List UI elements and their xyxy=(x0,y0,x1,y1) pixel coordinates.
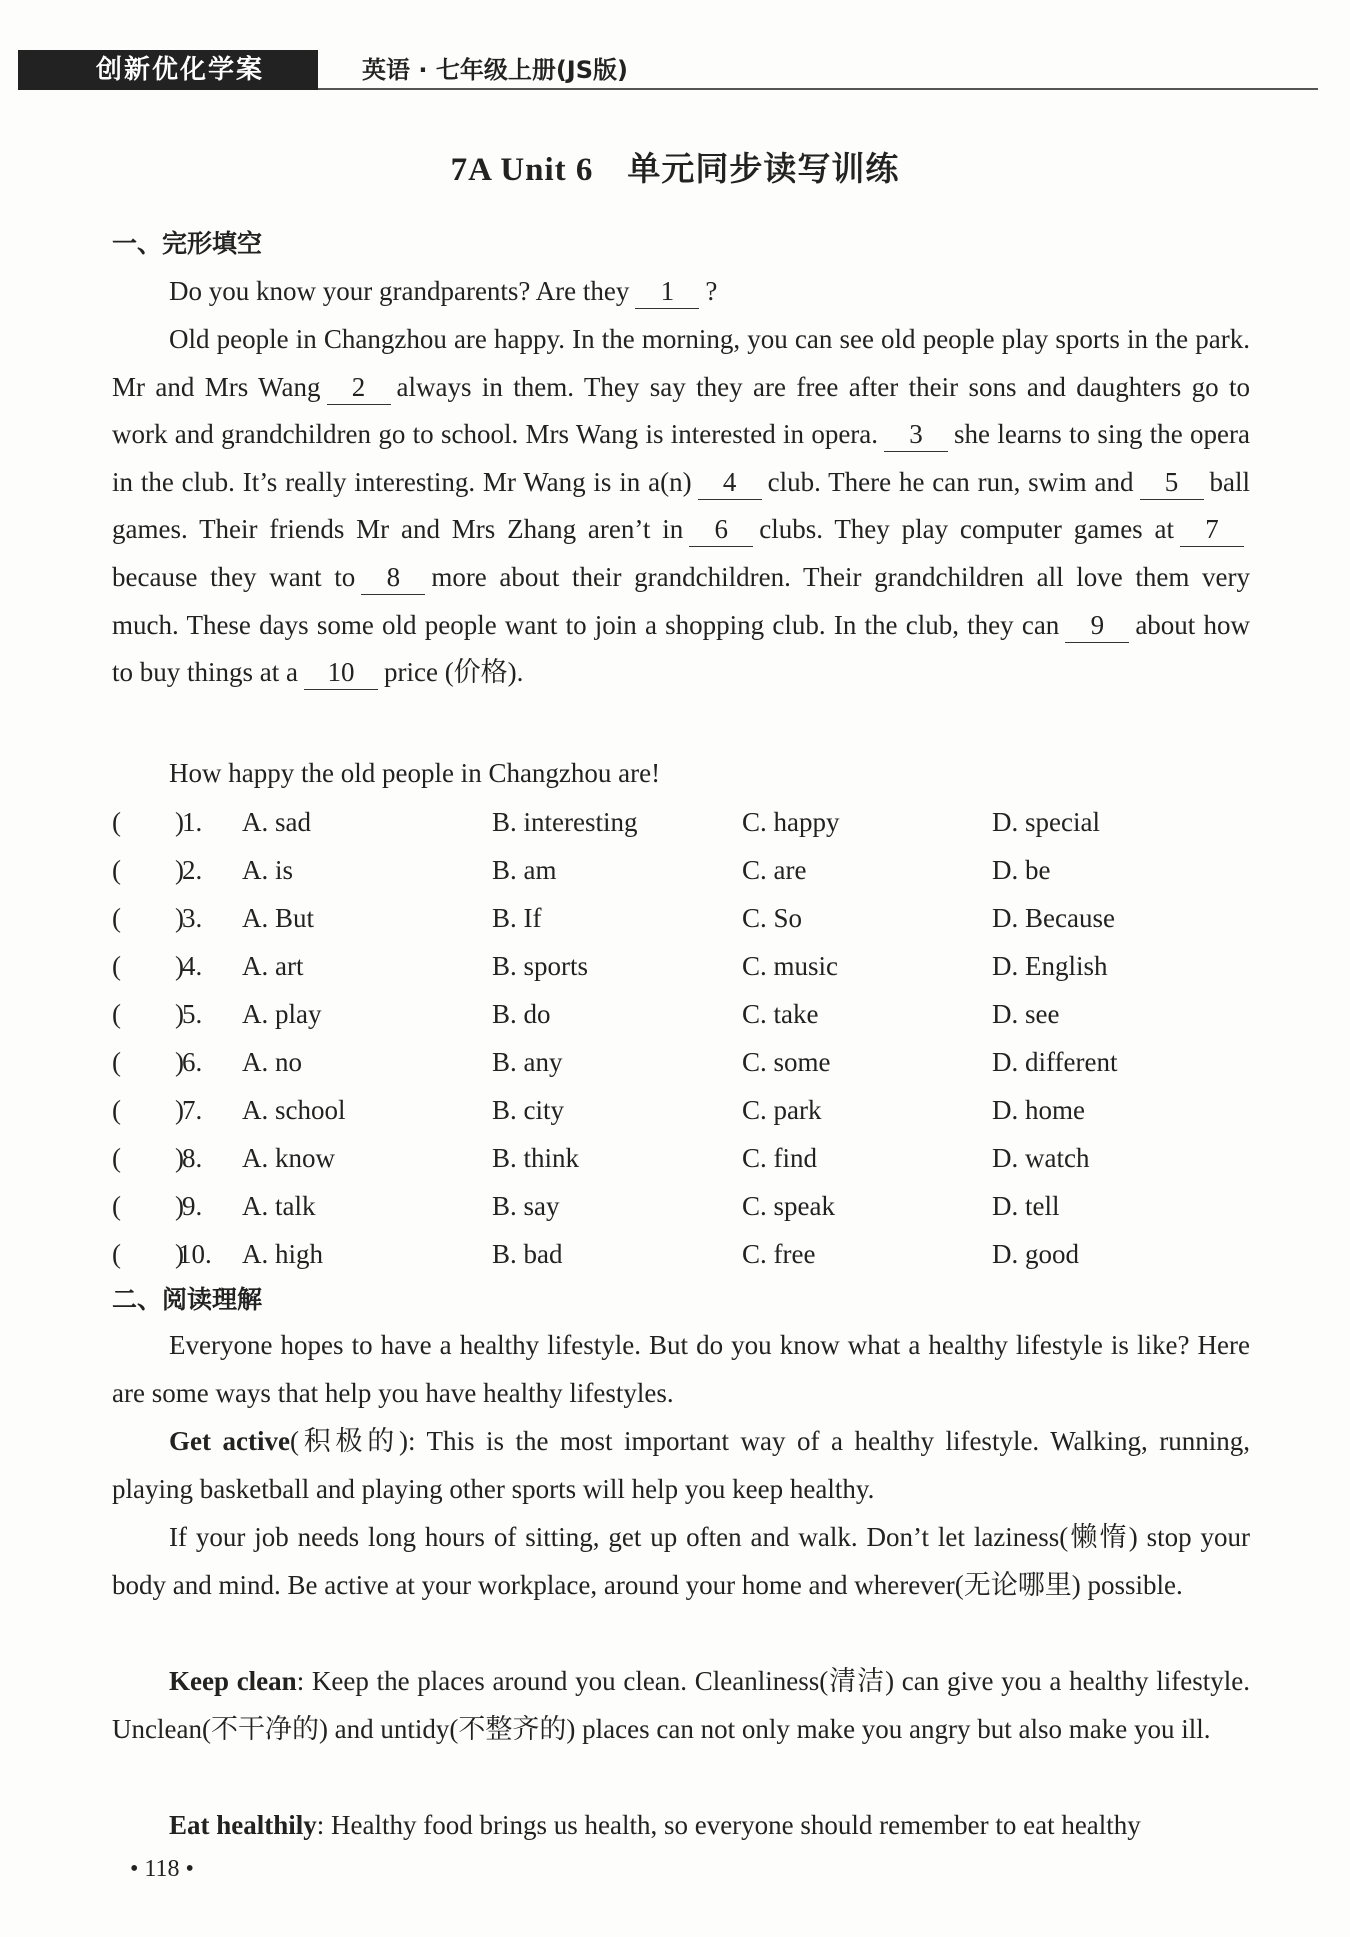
question-number: 6. xyxy=(182,1047,203,1077)
answer-bracket: ( ) xyxy=(112,951,184,981)
question-number: 7. xyxy=(182,1095,203,1125)
blank-8: 8 xyxy=(361,560,425,595)
question-number: 10. xyxy=(178,1239,212,1269)
option-a: A. art xyxy=(242,951,304,981)
question-row xyxy=(112,990,1250,1038)
question-number: 1. xyxy=(182,807,203,837)
answer-bracket: ( ) xyxy=(112,855,184,885)
page-number: • 118 • xyxy=(130,1856,194,1882)
answer-bracket: ( ) xyxy=(112,1239,184,1269)
blank-3: 3 xyxy=(884,417,948,452)
option-d: D. Because xyxy=(992,903,1115,933)
option-c: C. So xyxy=(742,903,803,933)
header-divider xyxy=(318,88,1318,90)
option-c: C. happy xyxy=(742,807,840,837)
blank-1: 1 xyxy=(635,274,699,309)
question-row xyxy=(112,1086,1250,1134)
blank-7: 7 xyxy=(1180,512,1244,547)
option-c: C. take xyxy=(742,999,819,1029)
book-subject: 英语 · 七年级上册(JS版) xyxy=(362,56,628,84)
option-b: B. city xyxy=(492,1095,564,1125)
option-b: B. say xyxy=(492,1191,560,1221)
answer-bracket: ( ) xyxy=(112,1095,184,1125)
option-c: C. speak xyxy=(742,1191,835,1221)
option-a: A. But xyxy=(242,903,315,933)
cloze-closing: How happy the old people in Changzhou are! xyxy=(169,758,661,788)
question-row xyxy=(112,1182,1250,1230)
answer-bracket: ( ) xyxy=(112,1191,184,1221)
reading-keep-clean: Keep clean: Keep the places around you clean. Cleanliness(清洁) can give you a healthy lifestyle. Unclean(不干净的) and untidy(不整齐的) places can not only make you angry but also make you ill. xyxy=(112,1666,1250,1744)
option-a: A. is xyxy=(242,855,294,885)
question-row xyxy=(112,894,1250,942)
option-b: B. think xyxy=(492,1143,580,1173)
option-d: D. tell xyxy=(992,1191,1060,1221)
option-d: D. home xyxy=(992,1095,1085,1125)
option-a: A. high xyxy=(242,1239,323,1269)
option-c: C. park xyxy=(742,1095,822,1125)
option-b: B. do xyxy=(492,999,551,1029)
section-heading-reading: 二、阅读理解 xyxy=(112,1285,263,1314)
question-number: 5. xyxy=(182,999,203,1029)
option-c: C. some xyxy=(742,1047,831,1077)
question-number: 3. xyxy=(182,903,203,933)
reading-get-active: Get active(积极的): This is the most important way of a healthy lifestyle. Walking, running, playing basketball and playing other sports will help you keep healthy. xyxy=(112,1426,1251,1504)
option-c: C. are xyxy=(742,855,807,885)
option-c: C. music xyxy=(742,951,839,981)
option-d: D. English xyxy=(992,951,1108,981)
cloze-intro: Do you know your grandparents? Are they 1 ? xyxy=(112,268,1250,316)
question-row xyxy=(112,798,1250,846)
section-heading-cloze: 一、完形填空 xyxy=(112,229,263,258)
question-row xyxy=(112,1038,1250,1086)
blank-6: 6 xyxy=(689,512,753,547)
option-b: B. am xyxy=(492,855,557,885)
option-a: A. no xyxy=(242,1047,302,1077)
option-a: A. talk xyxy=(242,1191,316,1221)
question-number: 8. xyxy=(182,1143,203,1173)
option-a: A. play xyxy=(242,999,322,1029)
option-b: B. If xyxy=(492,903,542,933)
blank-4: 4 xyxy=(698,465,762,500)
option-c: C. free xyxy=(742,1239,816,1269)
cloze-passage: Old people in Changzhou are happy. In the morning, you can see old people play sports in the park. Mr and Mrs Wang 2 always in them. They say they are free after their sons and daughters go to work and grandchildren go to school. Mrs Wang is interested in opera. 3 she learns to sing the opera in the club. It’s really interesting. Mr Wang is in a(n) 4 club. There he can run, swim and 5 ball games. Their friends Mr and Mrs Zhang aren’t in 6 clubs. They play computer games at 7because they want to 8 more about their grandchildren. Their grandchildren all love them very much. These days some old people want to join a shopping club. In the club, they can 9 about how to buy things at a 10 price (价格). xyxy=(112,316,1250,697)
brand-banner: 创新优化学案 xyxy=(18,50,318,90)
answer-bracket: ( ) xyxy=(112,1143,184,1173)
blank-5: 5 xyxy=(1140,465,1204,500)
option-d: D. watch xyxy=(992,1143,1090,1173)
option-b: B. interesting xyxy=(492,807,638,837)
reading-sitting-advice: If your job needs long hours of sitting, get up often and walk. Don’t let laziness(懒惰) stop your body and mind. Be active at your workplace, around your home and wherever(无论哪里) possible. xyxy=(112,1522,1250,1600)
question-row xyxy=(112,1134,1250,1182)
option-d: D. be xyxy=(992,855,1051,885)
reading-intro: Everyone hopes to have a healthy lifestyle. But do you know what a healthy lifestyle is like? Here are some ways that help you have healthy lifestyles. xyxy=(112,1330,1250,1408)
option-b: B. any xyxy=(492,1047,563,1077)
blank-10: 10 xyxy=(304,655,378,690)
answer-bracket: ( ) xyxy=(112,999,184,1029)
option-d: D. see xyxy=(992,999,1060,1029)
option-d: D. different xyxy=(992,1047,1118,1077)
question-number: 9. xyxy=(182,1191,203,1221)
option-b: B. bad xyxy=(492,1239,563,1269)
question-number: 2. xyxy=(182,855,203,885)
question-row xyxy=(112,846,1250,894)
option-a: A. know xyxy=(242,1143,335,1173)
answer-bracket: ( ) xyxy=(112,807,184,837)
question-row xyxy=(112,942,1250,990)
option-d: D. special xyxy=(992,807,1100,837)
answer-bracket: ( ) xyxy=(112,1047,184,1077)
blank-9: 9 xyxy=(1065,608,1129,643)
option-a: A. sad xyxy=(242,807,311,837)
option-a: A. school xyxy=(242,1095,346,1125)
reading-eat-healthily: Eat healthily: Healthy food brings us health, so everyone should remember to eat healthy xyxy=(169,1810,1141,1840)
option-d: D. good xyxy=(992,1239,1079,1269)
option-b: B. sports xyxy=(492,951,589,981)
lead-keep-clean: Keep clean xyxy=(169,1666,297,1696)
lead-get-active: Get active xyxy=(169,1426,290,1456)
page-title: 7A Unit 6 单元同步读写训练 xyxy=(450,152,900,188)
lead-eat-healthily: Eat healthily xyxy=(169,1810,317,1840)
question-number: 4. xyxy=(182,951,203,981)
option-c: C. find xyxy=(742,1143,818,1173)
blank-2: 2 xyxy=(327,370,391,405)
question-row xyxy=(112,1230,1250,1278)
answer-bracket: ( ) xyxy=(112,903,184,933)
